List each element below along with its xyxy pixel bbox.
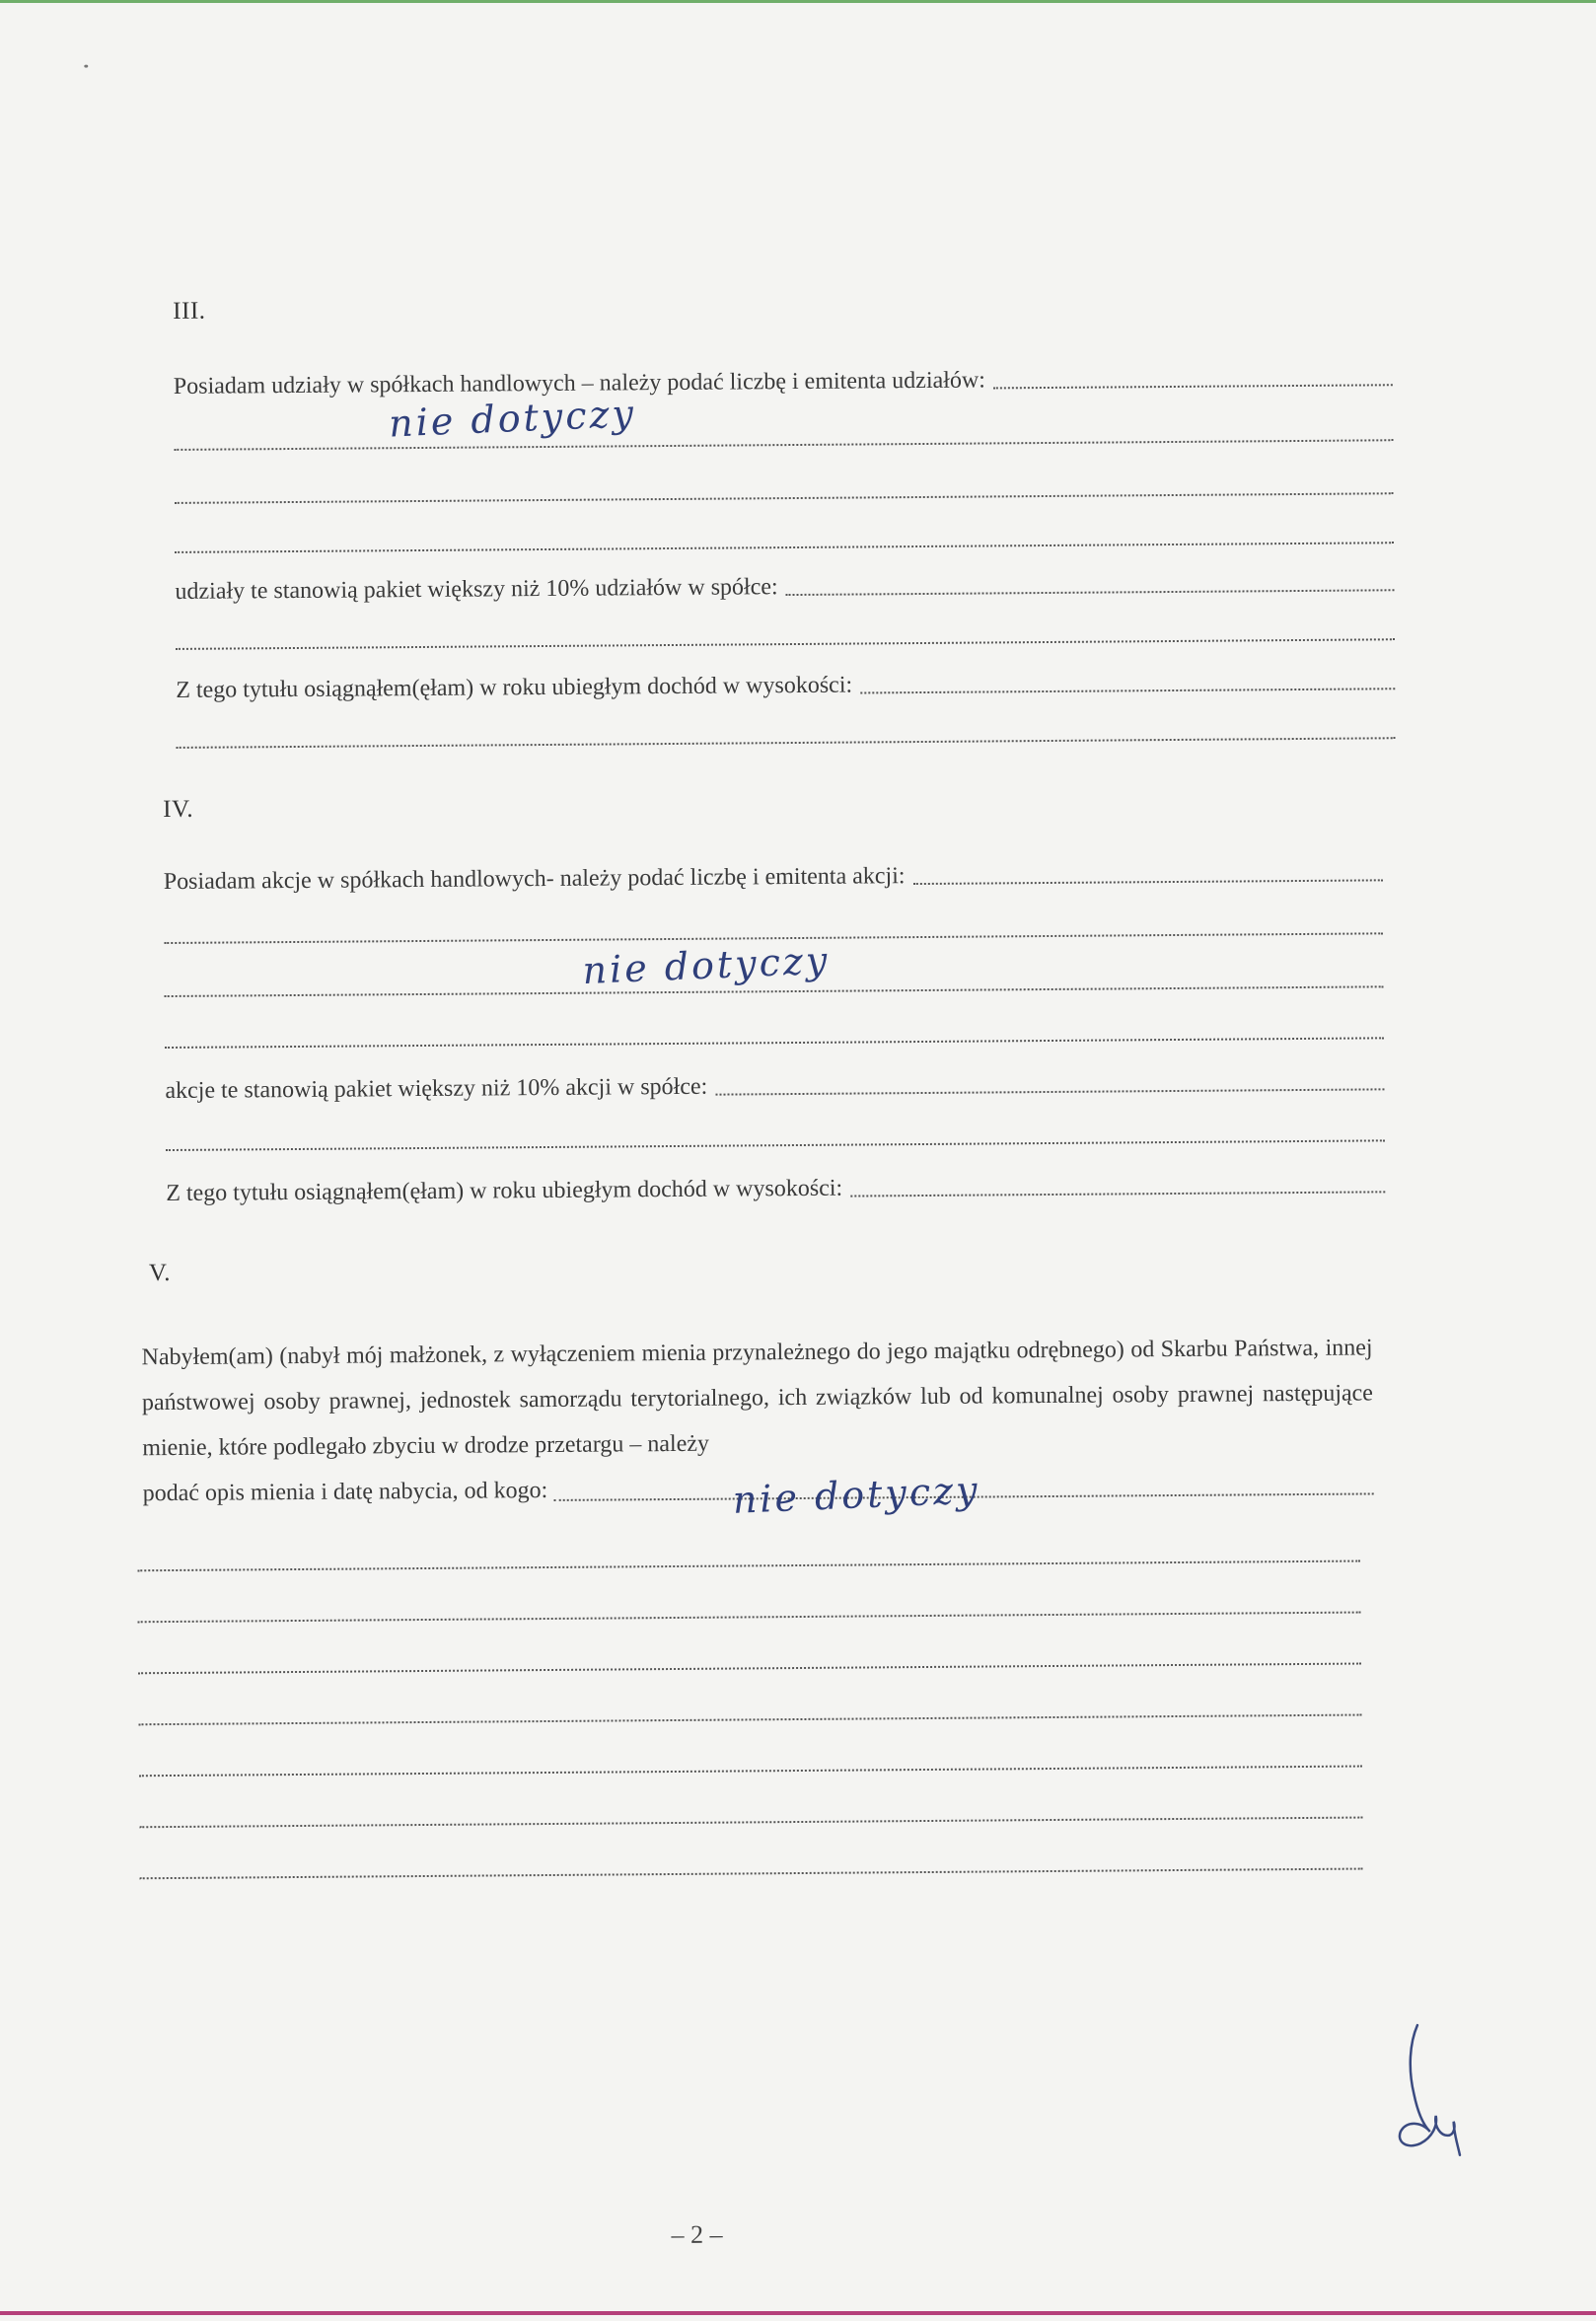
dotted-fill <box>175 491 1394 504</box>
page-number: – 2 – <box>671 2219 723 2250</box>
section-5-blank-line <box>140 1843 1363 1886</box>
dotted-fill <box>715 1087 1384 1095</box>
section-3-blank-line <box>176 613 1395 656</box>
scan-speck <box>84 65 88 68</box>
dotted-fill <box>175 541 1394 553</box>
handwritten-signature <box>1388 2019 1468 2168</box>
section-3-blank-line <box>175 467 1394 510</box>
section-4-handwritten-answer: nie dotyczy <box>581 938 832 993</box>
dotted-fill <box>913 878 1383 885</box>
section-5-blank-line <box>137 1586 1360 1630</box>
section-4-heading: IV. <box>163 795 194 824</box>
section-3-blank-line <box>177 711 1396 755</box>
dotted-fill <box>139 1816 1362 1829</box>
section-5-blank-line <box>137 1535 1360 1578</box>
section-4-over10-label: akcje te stanowią pakiet większy niż 10% akcji w spółce: <box>165 1073 708 1105</box>
dotted-fill <box>860 687 1395 693</box>
dotted-fill <box>850 1190 1385 1197</box>
section-4-stocks-line <box>164 853 1383 897</box>
dotted-fill <box>786 588 1395 596</box>
section-5-blank-line <box>139 1740 1362 1783</box>
section-4-income-label: Z tego tytułu osiągnąłem(ęłam) w roku ubiegłym dochód w wysokości: <box>166 1175 843 1207</box>
dotted-fill <box>174 438 1393 451</box>
section-3-over10-line <box>175 563 1394 607</box>
section-4-blank-line <box>165 1011 1384 1054</box>
section-3-handwritten-answer: nie dotyczy <box>388 391 637 446</box>
section-5-handwritten-answer: nie dotyczy <box>731 1468 981 1522</box>
section-5-blank-line <box>139 1791 1362 1835</box>
section-4-stocks-label: Posiadam akcje w spółkach handlowych- należy podać liczbę i emitenta akcji: <box>163 863 906 896</box>
section-5-heading: V. <box>148 1259 172 1287</box>
section-4-over10-line <box>165 1062 1384 1106</box>
dotted-fill <box>138 1662 1361 1675</box>
dotted-fill <box>138 1713 1361 1726</box>
dotted-fill <box>166 1138 1385 1151</box>
dotted-fill <box>993 383 1393 389</box>
section-3-shares-label: Posiadam udziały w spółkach handlowych – należy podać liczbę i emitenta udziałów: <box>173 367 985 399</box>
section-3-shares-line <box>174 358 1393 401</box>
section-5-paragraph-end: podać opis mienia i datę nabycia, od kogo: <box>142 1478 548 1507</box>
dotted-fill <box>165 984 1384 997</box>
section-3-income-label: Z tego tytułu osiągnąłem(ęłam) w roku ubiegłym dochód w wysokości: <box>176 672 853 703</box>
section-5-blank-line <box>138 1637 1361 1681</box>
dotted-fill <box>138 1611 1361 1624</box>
section-3-income-line <box>176 662 1395 705</box>
dotted-fill <box>139 1765 1362 1777</box>
dotted-fill <box>177 736 1396 749</box>
section-4-blank-line <box>166 1114 1385 1157</box>
dotted-fill <box>140 1867 1363 1880</box>
section-5-paragraph-text: Nabyłem(am) (nabył mój małżonek, z wyłączeniem mienia przynależnego do jego majątku odrębnego) od Skarbu Państwa, innej państwowej osoby prawnej, jednostek samorządu terytorialnego, ich związków lub od komunalnej osoby prawnej następujące mienie, które podlegało zbyciu w drodze przetargu – należy <box>141 1335 1373 1462</box>
section-4-income-line <box>166 1165 1385 1208</box>
section-3-over10-label: udziały te stanowią pakiet większy niż 10% udziałów w spółce: <box>175 574 778 605</box>
dotted-fill <box>137 1559 1360 1572</box>
section-5-blank-line <box>138 1689 1361 1732</box>
section-3-heading: III. <box>173 297 206 325</box>
dotted-fill <box>176 637 1395 650</box>
section-3-answer-line <box>174 413 1393 457</box>
section-3-blank-line <box>175 516 1394 559</box>
dotted-fill <box>165 1036 1384 1049</box>
